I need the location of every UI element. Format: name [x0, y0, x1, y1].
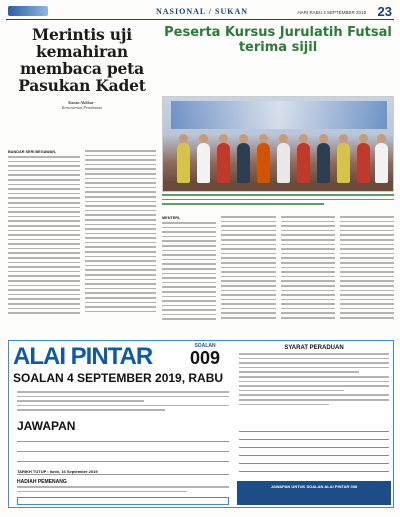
right-article-body: [162, 216, 394, 335]
person-figure: [375, 143, 388, 183]
text-lines: [221, 216, 275, 319]
right-body-col-4: [340, 216, 394, 335]
newspaper-logo: [8, 6, 48, 16]
page-header: [6, 4, 394, 20]
answers-banner: [237, 481, 391, 505]
contest-date: SOALAN 4 SEPTEMBER 2019, RABU: [13, 371, 224, 385]
byline-name: Siaran Akhbar -: [68, 100, 96, 105]
photo-caption: [162, 194, 394, 208]
right-lead: MENTERI,: [162, 216, 181, 220]
person-figure: [237, 143, 250, 183]
prize-text: [17, 486, 229, 495]
address-field[interactable]: [239, 439, 389, 440]
left-article: [8, 26, 156, 110]
left-body-col-1: [8, 150, 80, 335]
rules-title: SYARAT PERADUAN: [284, 345, 344, 351]
prize-heading: HADIAH PEMENANG: [17, 479, 67, 485]
answer-line[interactable]: [17, 461, 229, 462]
contest-rules: [239, 345, 389, 408]
person-figure: [337, 143, 350, 183]
right-body-col-3: [281, 216, 335, 335]
person-figure: [297, 143, 310, 183]
question-list: [17, 391, 229, 414]
prize-box: [17, 497, 229, 505]
question-number-box: [185, 343, 225, 369]
left-lead: BANDAR SERI BEGAWAN,: [8, 150, 57, 154]
phone-field[interactable]: [239, 463, 389, 464]
left-article-body: [8, 150, 156, 335]
text-lines: [281, 216, 335, 319]
right-body-col-2: [221, 216, 275, 335]
right-headline: Peserta Kursus Jurulatih Futsal terima sijil: [164, 25, 392, 55]
text-lines: [340, 216, 394, 319]
soalan-label: SOALAN: [194, 343, 216, 349]
alai-pintar-contest: [8, 340, 394, 508]
jawapan-label: JAWAPAN: [17, 419, 76, 433]
text-lines: [162, 222, 216, 320]
answer-line[interactable]: [17, 451, 229, 452]
text-lines: [85, 150, 157, 312]
left-headline: Merintis uji kemahiran membaca peta Pasukan Kadet: [18, 25, 146, 95]
right-article: [162, 26, 394, 55]
address-field-2[interactable]: [239, 447, 389, 448]
person-figure: [277, 143, 290, 183]
byline: [8, 100, 156, 110]
text-lines: [8, 156, 80, 314]
team-photo: [162, 96, 394, 192]
answers-banner-title: JAWAPAN UNTUK SOALAN ALAI PINTAR 008: [270, 484, 358, 489]
person-figure: [177, 143, 190, 183]
left-body-col-2: [85, 150, 157, 335]
age-field[interactable]: [239, 471, 389, 472]
soalan-number: 009: [189, 348, 221, 368]
person-figure: [197, 143, 210, 183]
closing-date-rule: [17, 474, 229, 475]
right-body-col-1: [162, 216, 216, 335]
person-figure: [317, 143, 330, 183]
byline-org: Kementerian Pertahanan: [61, 105, 103, 110]
section-title: NASIONAL / SUKAN: [156, 7, 249, 16]
photo-banner: [171, 101, 387, 129]
issue-date: HARI RABU 4 SEPTEMBER 2019: [297, 10, 366, 15]
answer-line[interactable]: [17, 441, 229, 442]
page-number: 23: [377, 4, 392, 19]
closing-date: TARIKH TUTUP : Isnin, 16 September 2019: [17, 469, 98, 474]
ic-number-field[interactable]: [239, 455, 389, 456]
name-field[interactable]: [239, 431, 389, 432]
person-figure: [257, 143, 270, 183]
person-figure: [217, 143, 230, 183]
person-figure: [357, 143, 370, 183]
alai-pintar-logo: ALAI PINTAR: [13, 343, 153, 370]
